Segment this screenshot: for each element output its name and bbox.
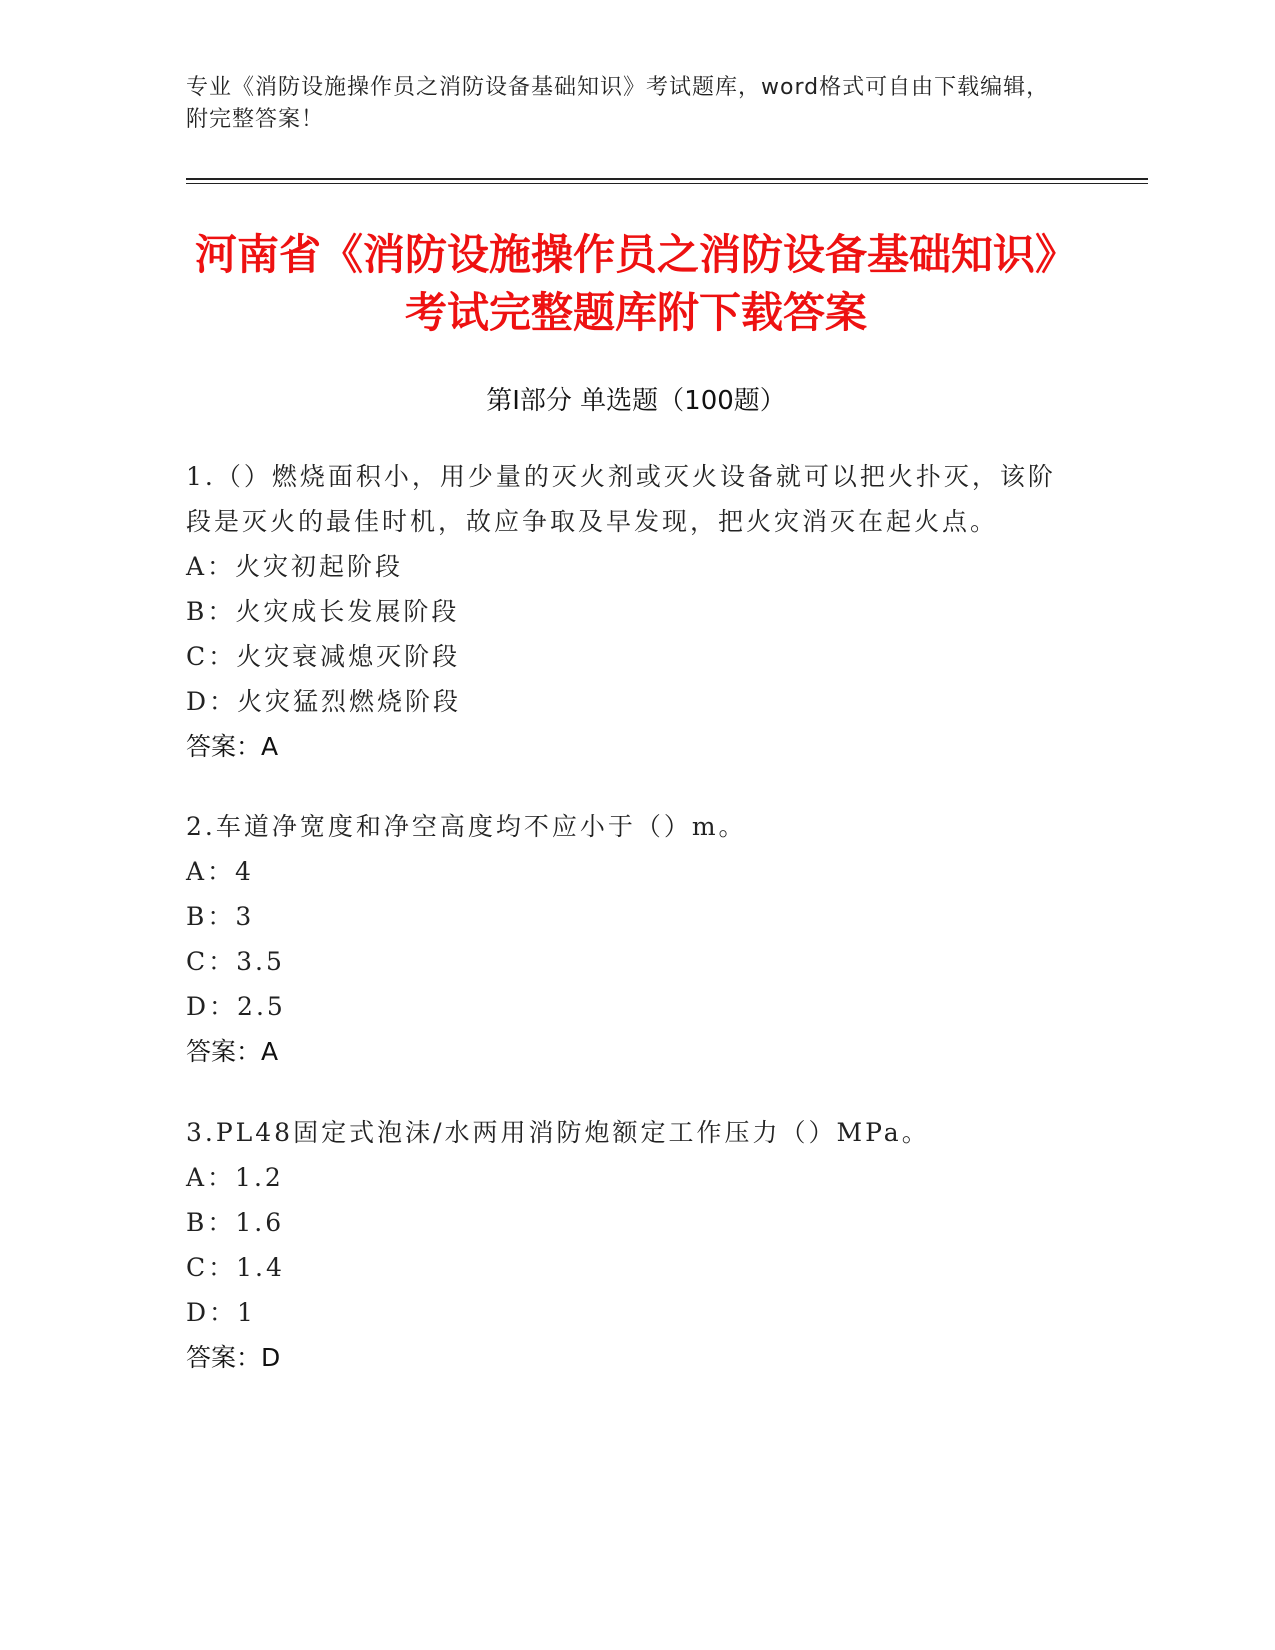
question-3 — [186, 1110, 1066, 1380]
option-a: A：4 — [186, 857, 254, 886]
option-c: C：1.4 — [186, 1253, 285, 1282]
option-b: B：1.6 — [186, 1208, 285, 1237]
question-stem: 1.（）燃烧面积小，用少量的灭火剂或灭火设备就可以把火扑灭，该阶段是灭火的最佳时机，故应争取及早发现，把火灾消灭在起火点。 — [186, 462, 1056, 536]
option-d: D：火灾猛烈燃烧阶段 — [186, 687, 462, 716]
question-2 — [186, 804, 1066, 1074]
option-a: A：1.2 — [186, 1163, 284, 1192]
answer: 答案：D — [186, 1343, 281, 1372]
document-title: 河南省《消防设施操作员之消防设备基础知识》考试完整题库附下载答案 — [194, 230, 1077, 337]
header-rule-thick — [186, 178, 1148, 180]
header-rule-thin — [186, 183, 1148, 184]
header-note: 专业《消防设施操作员之消防设备基础知识》考试题库，word格式可自由下载编辑，附完整答案！ — [186, 75, 1050, 132]
answer: 答案：A — [186, 1037, 279, 1066]
option-a: A：火灾初起阶段 — [186, 552, 404, 581]
answer: 答案：A — [186, 732, 279, 761]
option-c: C：3.5 — [186, 947, 285, 976]
question-stem: 2.车道净宽度和净空高度均不应小于（）m。 — [186, 812, 747, 841]
option-b: B：火灾成长发展阶段 — [186, 597, 460, 626]
option-b: B：3 — [186, 902, 255, 931]
option-d: D：1 — [186, 1298, 256, 1327]
option-c: C：火灾衰减熄灭阶段 — [186, 642, 461, 671]
question-stem: 3.PL48固定式泡沫/水两用消防炮额定工作压力（）MPa。 — [186, 1118, 930, 1147]
question-1 — [186, 454, 1066, 769]
option-d: D：2.5 — [186, 992, 286, 1021]
section-title: 第Ⅰ部分 单选题（100题） — [486, 386, 786, 416]
